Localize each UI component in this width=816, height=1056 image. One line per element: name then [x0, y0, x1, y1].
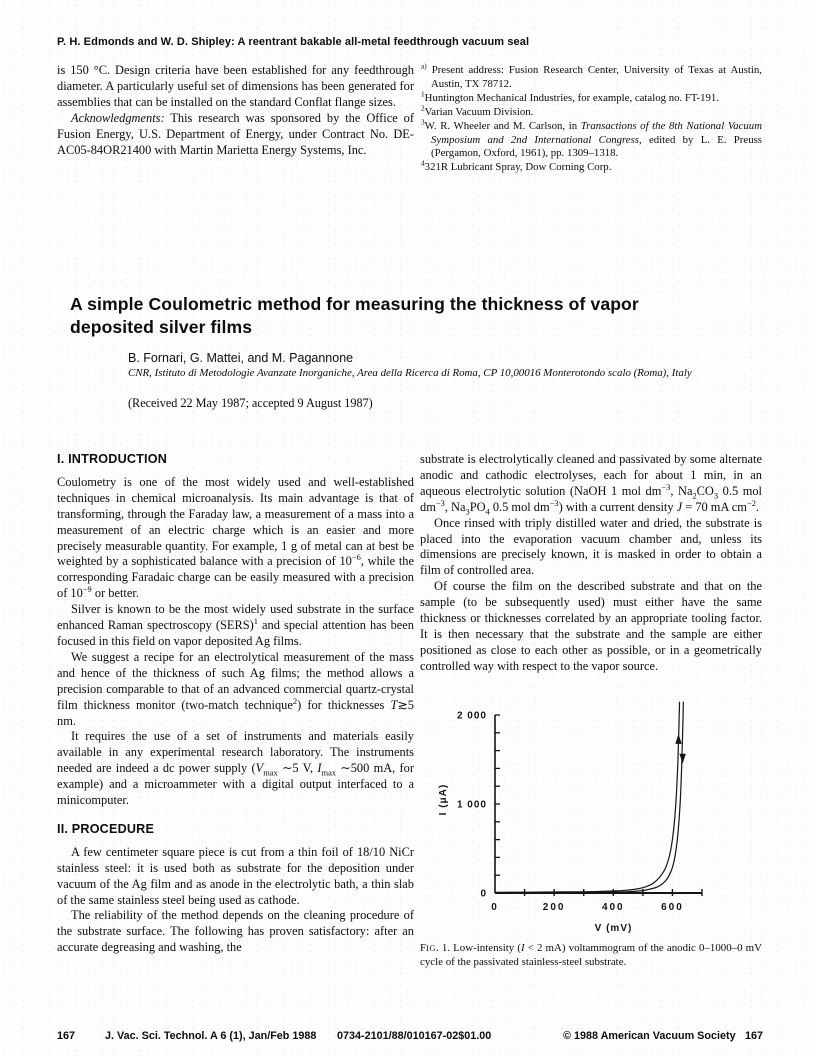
footnote: $^2$Varian Vacuum Division.	[421, 103, 534, 118]
footnote: $^4$321R Lubricant Spray, Dow Corning Corp.	[421, 158, 612, 174]
figure-1-voltammogram	[420, 681, 762, 940]
sweep-arrow-down-icon	[679, 753, 685, 763]
x-tick-label: 0	[491, 901, 499, 913]
previous-article-footnotes	[421, 61, 763, 175]
previous-article-end	[57, 62, 414, 159]
x-tick-label: 400	[601, 901, 625, 913]
paragraph: The reliability of the method depends on the cleaning procedure of the substrate surface. The following has proven satisfactory: after an accurate degreasing and washing, the	[57, 908, 414, 955]
author-list: B. Fornari, G. Mattei, and M. Pagannone	[128, 351, 354, 366]
page-number-right: 167	[744, 1030, 763, 1042]
footnote: $^{a)}$ Present address: Fusion Research Center, University of Texas at Austin, Austin, TX 78712.	[421, 61, 762, 90]
voltammogram-plot	[420, 681, 762, 935]
affiliation: CNR, Istituto di Metodologie Avanzate Inorganiche, Area della Ricerca di Roma, CP 10,00016 Monterotondo scalo (Roma), Italy	[128, 367, 692, 380]
y-axis-label: I (μA)	[438, 783, 449, 816]
page-number-left: 167	[57, 1030, 76, 1042]
y-tick-label: 1 000	[456, 799, 487, 811]
section-heading-procedure: II. PROCEDURE	[57, 821, 155, 836]
article-code: 0734-2101/88/010167-02$01.00	[337, 1030, 492, 1042]
sweep-arrow-up-icon	[675, 734, 681, 744]
paragraph: Once rinsed with triply distilled water and dried, the substrate is placed into the evaporation vacuum chamber and, unless its dimensions are precisely known, it is masked in order to obtain a film of controlled area.	[420, 515, 762, 578]
article-header	[70, 293, 750, 411]
x-tick-label: 600	[661, 901, 684, 913]
paragraph: We suggest a recipe for an electrolytical measurement of the mass and hence of the thickness of such Ag films; the method allows a precision comparable to that of an advanced commercial quartz-crystal film thickness monitor (two-match technique$^2$) for thicknesses T≳5 nm.	[57, 649, 414, 728]
y-tick-label: 0	[480, 888, 487, 900]
paragraph: Coulometry is one of the most widely used and well-established techniques in chemical microanalysis. Its main advantage is that of transforming, through the Faraday law, a measurement of a mass into a measurement of an electric charge which is an easier and more precisely measurable quantity. For example, 1 g of metal can at best be weighted by a sophisticated balance with a precision of $10^{-6}$, while the corresponding Faradaic charge can be easily measured with a precision of $10^{-9}$ or better.	[57, 474, 414, 601]
x-axis-label: V (mV)	[594, 922, 633, 934]
received-dates: (Received 22 May 1987; accepted 9 August 1987)	[128, 395, 373, 410]
paragraph: is 150 °C. Design criteria have been established for any feedthrough diameter. A particularly useful set of dimensions has been generated for assemblies that can be installed on the standard Conflat flange sizes.	[57, 63, 414, 110]
paragraph: It requires the use of a set of instruments and materials easily available in any experimental research laboratory. The instruments needed are indeed a dc power supply ($V_{max}$ ∼5 V, $I_{max}$ ∼500 mA, for example) and a microammeter with a digital output interfaced to a minicomputer.	[57, 729, 414, 808]
journal-citation: J. Vac. Sci. Technol. A 6 (1), Jan/Feb 1988	[105, 1030, 317, 1042]
paragraph: Of course the film on the described substrate and that on the sample (to be subsequently used) must either have the same thickness or thicknesses correlated by an appropriate tooling factor. It is then necessary that the substrate and the sample are either positioned as close to each other as possible, or in a geometrically controlled way with respect to the vapor source.	[420, 579, 762, 673]
section-heading-introduction: I. INTRODUCTION	[57, 452, 168, 466]
x-tick-label: 200	[542, 901, 566, 913]
copyright-notice: © 1988 American Vacuum Society	[563, 1030, 736, 1042]
left-column	[57, 452, 414, 956]
footnote: $^1$Huntington Mechanical Industries, for example, catalog no. FT-191.	[421, 89, 720, 104]
paragraph: Silver is known to be the most widely used substrate in the surface enhanced Raman spectroscopy (SERS)$^1$ and special attention has been focused in this field on vapor deposited Ag films.	[57, 602, 414, 648]
curve-down	[495, 701, 683, 892]
paragraph: substrate is electrolytically cleaned and passivated by some alternate anodic and cathodic electrolyses, each for about 1 min, in an aqueous electrolytic solution (NaOH 1 mol $dm^{-3}$, $Na_2CO_3$ 0.5 mol $dm^{-3}$, $Na_3PO_4$ 0.5 mol $dm^{-3}$) with a current density J = 70 mA $cm^{-2}$.	[420, 452, 762, 517]
y-tick-label: 2 000	[456, 710, 487, 722]
figure-1-caption: FIG. 1. Low-intensity (I < 2 mA) voltammogram of the anodic 0–1000–0 mV cycle of the passivated stainless-steel substrate.	[420, 941, 762, 968]
right-column	[420, 452, 762, 969]
article-title: A simple Coulometric method for measuring the thickness of vapor deposited silver films	[70, 294, 639, 337]
paragraph: A few centimeter square piece is cut from a thin foil of 18/10 NiCr stainless steel: it is used both as substrate for the deposition under vacuum of the Ag film and as anode in the electrolytic bath, a thin slab of the same stainless steel being used as cathode.	[57, 844, 414, 907]
curve-up	[495, 701, 680, 892]
footnote: $^3$W. R. Wheeler and M. Carlson, in Transactions of the 8th National Vacuum Symposium and 2nd International Congress, edited by L. E. Preuss (Pergamon, Oxford, 1961), pp. 1309–1318.	[421, 117, 763, 160]
page-footer	[57, 1030, 763, 1042]
running-head: P. H. Edmonds and W. D. Shipley: A reentrant bakable all-metal feedthrough vacuum seal	[57, 36, 530, 48]
acknowledgments-paragraph: Acknowledgments: This research was sponsored by the Office of Fusion Energy, U.S. Department of Energy, under Contract No. DE-AC05-84OR21400 with Martin Marietta Energy Systems, Inc.	[57, 111, 414, 158]
